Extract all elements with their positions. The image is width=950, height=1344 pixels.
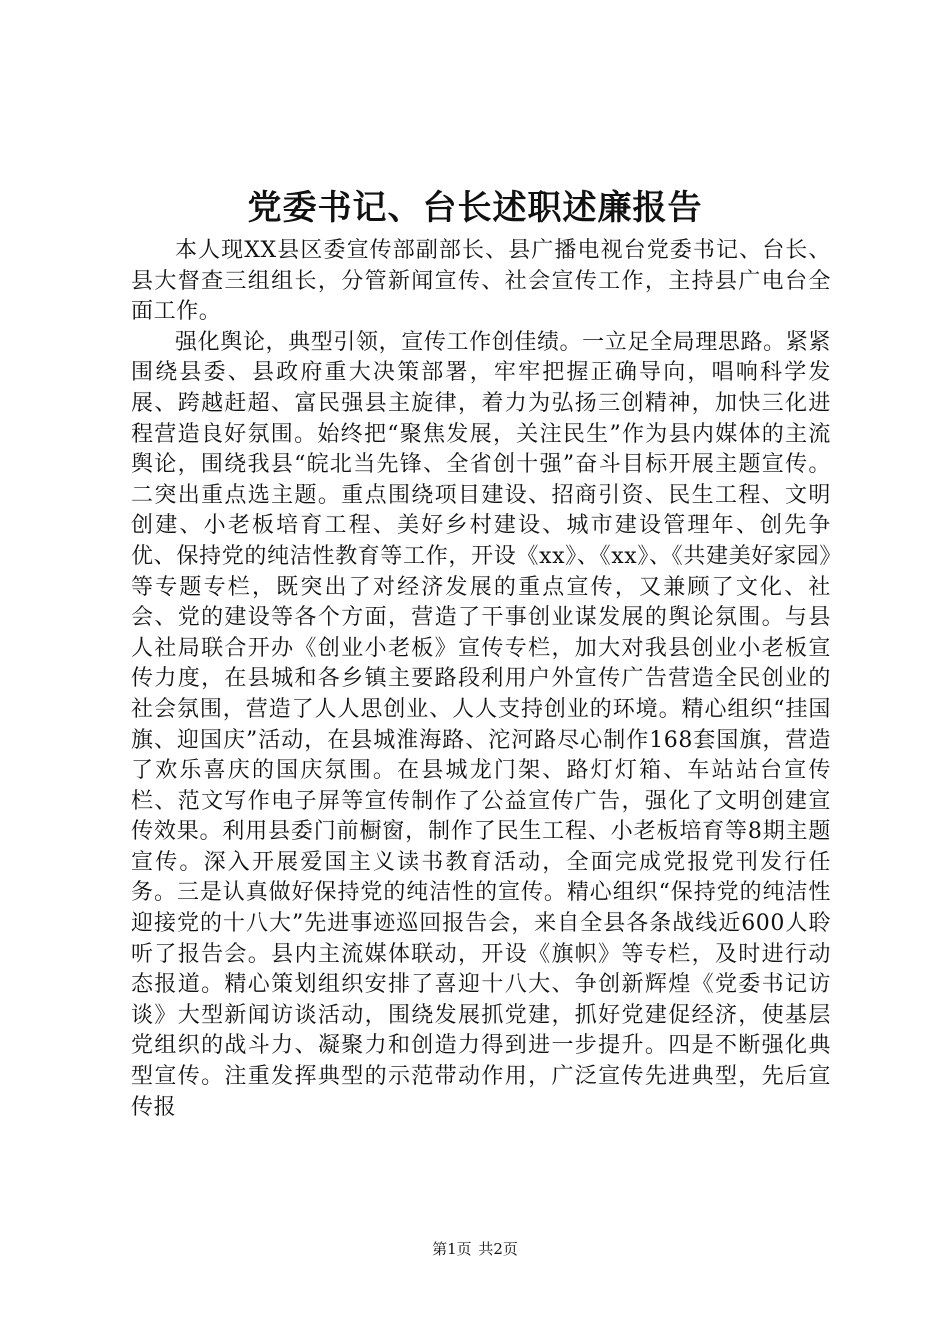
- document-body: [131, 236, 831, 1123]
- page-number-footer: 第1页 共2页: [432, 1240, 518, 1258]
- paragraph-intro: 本人现XX县区委宣传部副部长、县广播电视台党委书记、台长、县大督查三组组长，分管新闻宣传、社会宣传工作，主持县广电台全面工作。: [131, 238, 831, 325]
- document-title: 党委书记、台长述职述廉报告: [247, 188, 703, 228]
- paragraph-propaganda-work: 强化舆论，典型引领，宣传工作创佳绩。一立足全局理思路。紧紧围绕县委、县政府重大决策部署，牢牢把握正确导向，唱响科学发展、跨越赶超、富民强县主旋律，着力为弘扬三创精神，加快三化进程营造良好氛围。始终把“聚焦发展，关注民生”作为县内媒体的主流舆论，围绕我县“皖北当先锋、全省创十强”奋斗目标开展主题宣传。二突出重点选主题。重点围绕项目建设、招商引资、民生工程、文明创建、小老板培育工程、美好乡村建设、城市建设管理年、创先争优、保持党的纯洁性教育等工作，开设《xx》、《xx》、《共建美好家园》等专题专栏，既突出了对经济发展的重点宣传，又兼顾了文化、社会、党的建设等各个方面，营造了干事创业谋发展的舆论氛围。与县人社局联合开办《创业小老板》宣传专栏，加大对我县创业小老板宣传力度，在县城和各乡镇主要路段利用户外宣传广告营造全民创业的社会氛围，营造了人人思创业、人人支持创业的环境。精心组织“挂国旗、迎国庆”活动，在县城淮海路、沱河路尽心制作168套国旗，营造了欢乐喜庆的国庆氛围。在县城龙门架、路灯灯箱、车站站台宣传栏、范文写作电子屏等宣传制作了公益宣传广告，强化了文明创建宣传效果。利用县委门前橱窗，制作了民生工程、小老板培育等8期主题宣传。深入开展爱国主义读书教育活动，全面完成党报党刊发行任务。三是认真做好保持党的纯洁性的宣传。精心组织“保持党的纯洁性迎接党的十八大”先进事迹巡回报告会，来自全县各条战线近600人聆听了报告会。县内主流媒体联动，开设《旗帜》等专栏，及时进行动态报道。精心策划组织安排了喜迎十八大、争创新辉煌《党委书记访谈》大型新闻访谈活动，围绕发展抓党建，抓好党建促经济，使基层党组织的战斗力、凝聚力和创造力得到进一步提升。四是不断强化典型宣传。注重发挥典型的示范带动作用，广泛宣传先进典型，先后宣传报: [131, 329, 831, 1120]
